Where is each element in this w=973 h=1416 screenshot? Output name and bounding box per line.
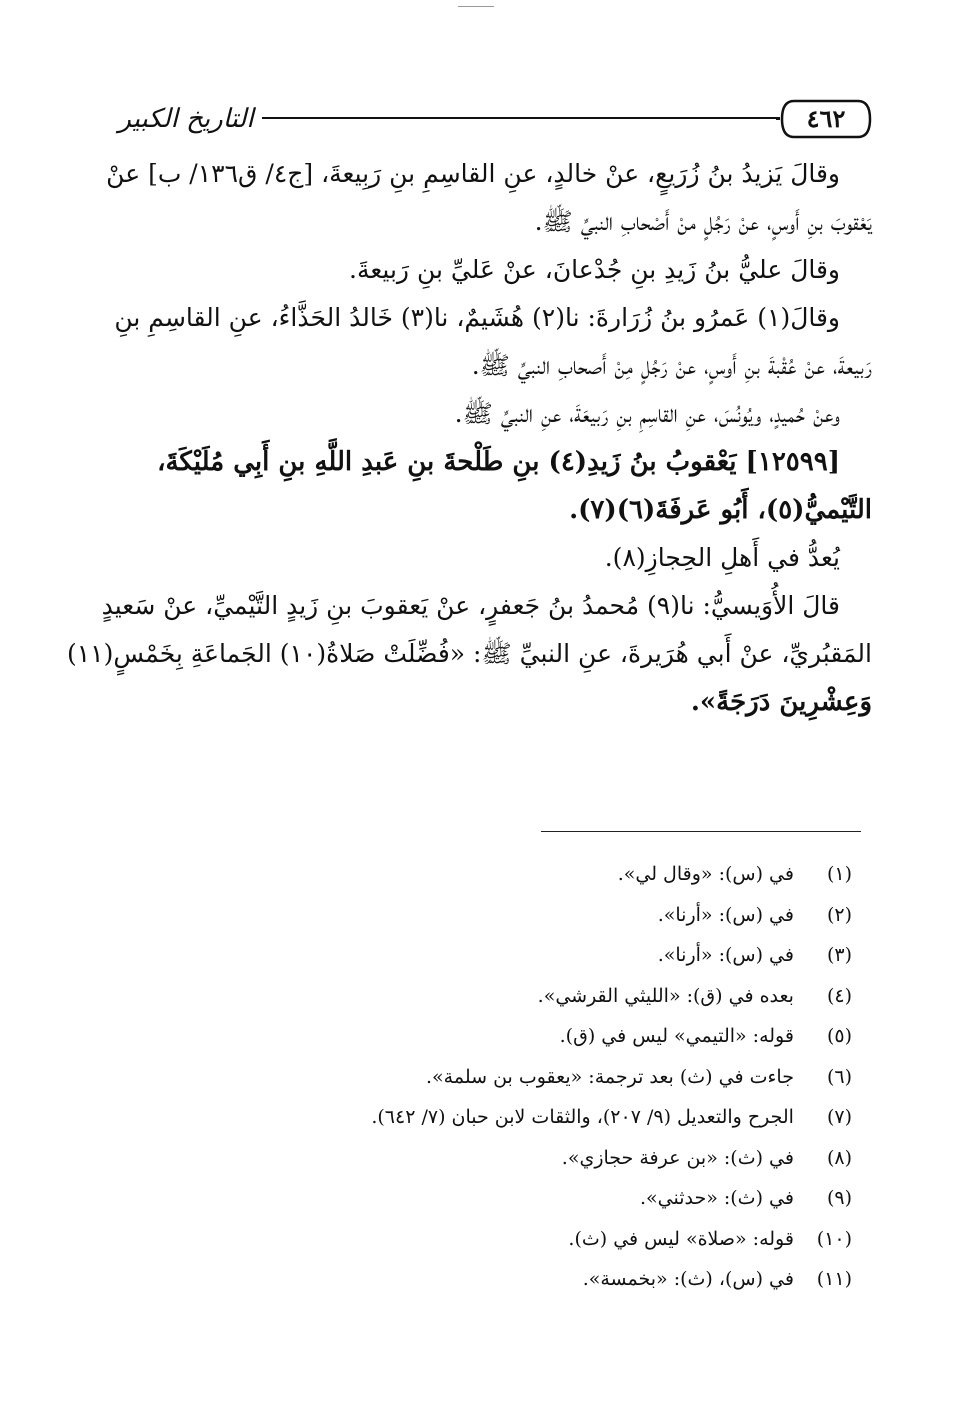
page-number-badge — [780, 98, 872, 140]
footnote-text: في (ث): «بن عرفة حجازي». — [561, 1146, 794, 1169]
footnote-text: في (س): «أرنا». — [657, 903, 794, 926]
footnote — [112, 976, 852, 1017]
footnote-text: قوله: «صلاة» ليس في (ث). — [568, 1227, 794, 1250]
footnote — [112, 1097, 852, 1138]
footnote-number: (١١) — [816, 1268, 852, 1290]
text-line: وعنْ حُميدٍ، ويُونُسَ، عنِ القاسِمِ بنِ رَبيعَةَ، عنِ النبيِّ ﷺ. — [454, 399, 840, 428]
page-number: ٤٦٢ — [806, 104, 846, 133]
text-line: وَعِشْرِينَ دَرَجَةً». — [690, 687, 872, 717]
footnote — [112, 1219, 852, 1260]
footnote-text: في (س)، (ث): «بخمسة». — [582, 1268, 794, 1290]
text-line: وقالَ عليُّ بنُ زَيدِ بنِ جُدْعانَ، عنْ عَليِّ بنِ رَبيعةَ. — [349, 255, 840, 284]
footnote-text: الجرح والتعديل (٩/ ٢٠٧)، والثقات لابن حبان (٧/ ٦٤٢). — [371, 1106, 794, 1128]
footnote-text: جاءت في (ث) بعد ترجمة: «يعقوب بن سلمة». — [425, 1065, 794, 1088]
footnote-divider — [541, 831, 861, 832]
footnote-number: (٦) — [826, 1065, 852, 1088]
footnote-number: (٨) — [826, 1146, 852, 1169]
footnote-text: قوله: «التيمي» ليس في (ق). — [559, 1025, 794, 1047]
footnote-text: في (س): «وقال لي». — [617, 863, 794, 885]
footnote-text: في (س): «أرنا». — [657, 944, 794, 966]
footnotes — [112, 854, 852, 1300]
entry-heading-continued: التَّيْميُّ(٥)، أَبُو عَرفَةَ(٦)(٧). — [569, 495, 872, 525]
footnote-number: (١٠) — [816, 1227, 852, 1250]
running-header — [112, 98, 872, 146]
header-rule — [262, 117, 780, 119]
footnote-number: (٣) — [826, 944, 852, 966]
text-line: رَبيعةَ، عنْ عُقْبةَ بنِ أَوسٍ، عنْ رَجُلٍ مِنْ أَصحابِ النبيِّ ﷺ. — [471, 351, 872, 380]
text-line: المَقبُريِّ، عنْ أَبي هُرَيرةَ، عنِ النبيِّ ﷺ: «فُضِّلَتْ صَلاةُ(١٠) الجَماعَةِ بِخَمْسٍ(١١) — [66, 639, 872, 668]
footnote-number: (٧) — [826, 1106, 852, 1128]
footnote — [112, 1259, 852, 1300]
text-line: يَعْقوبَ بنِ أَوسٍ، عنْ رَجُلٍ منْ أَصْحابِ النبيِّ ﷺ. — [534, 207, 872, 236]
footnote-text: بعده في (ق): «الليثي القرشي». — [537, 984, 794, 1007]
top-mark — [458, 6, 494, 7]
book-title: التاريخ الكبير — [118, 104, 254, 134]
text-line: يُعدُّ في أَهلِ الحِجازِ(٨). — [604, 543, 840, 572]
text-line: قالَ الأُوَيسيُّ: نا(٩) مُحمدُ بنُ جَعفرٍ، عنْ يَعقوبَ بنِ زَيدٍ التَّيْميِّ، عنْ سَعيدٍ — [101, 591, 840, 620]
footnote — [112, 854, 852, 895]
footnote — [112, 935, 852, 976]
footnote-number: (٩) — [826, 1187, 852, 1209]
footnote — [112, 895, 852, 936]
footnote — [112, 1178, 852, 1219]
footnote-number: (٤) — [826, 984, 852, 1007]
footnote-text: في (ث): «حدثني». — [639, 1187, 794, 1209]
text-line: وقالَ(١) عَمرُو بنُ زُرَارةَ: نا(٢) هُشَيمٌ، نا(٣) خَالدُ الحَذَّاءُ، عنِ القاسِمِ بنِ — [114, 303, 840, 332]
entry-heading: [١٢٥٩٩] يَعْقوبُ بنُ زَيدِ(٤) بنِ طَلْحةَ بنِ عَبدِ اللَّهِ بنِ أَبِي مُلَيْكَةَ، — [157, 447, 840, 477]
footnote-number: (١) — [826, 863, 852, 885]
footnote — [112, 1057, 852, 1098]
text-line: وقالَ يَزيدُ بنُ زُرَيعٍ، عنْ خالدٍ، عنِ القاسِمِ بنِ رَبِيعةَ، [ج٤/ ق١٣٦/ ب] عنْ — [106, 159, 840, 188]
main-text — [66, 150, 872, 726]
footnote — [112, 1016, 852, 1057]
footnote-number: (٢) — [826, 903, 852, 926]
footnote-number: (٥) — [826, 1025, 852, 1047]
footnote — [112, 1138, 852, 1179]
